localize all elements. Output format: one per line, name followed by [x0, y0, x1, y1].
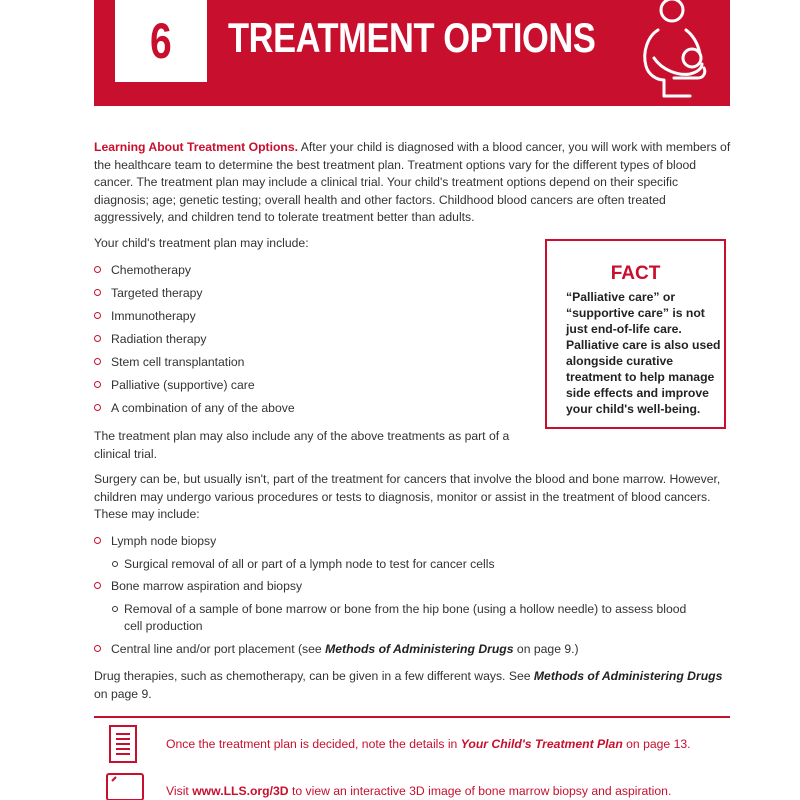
- treatment-list: [94, 262, 514, 423]
- circle-bullet-icon: [94, 537, 101, 544]
- treatment-plan-note: Once the treatment plan is decided, note the details in Your Child's Treatment Plan on page 13.: [166, 737, 691, 751]
- surgery-paragraph: Surgery can be, but usually isn't, part of the treatment for cancers that involve the blood and bone marrow. However, children may undergo various procedures or tests to diagnosis, monitor or assist in the treatment of blood cancers. These may include:: [94, 472, 721, 521]
- list-item: Lymph node biopsy: [94, 533, 734, 551]
- lls-3d-link[interactable]: www.LLS.org/3D: [192, 784, 289, 798]
- section-divider: [94, 716, 730, 718]
- parent-holding-child-icon: [634, 0, 716, 98]
- list-item: Palliative (supportive) care: [94, 377, 514, 400]
- sub-list-item: Removal of a sample of bone marrow or bone from the hip bone (using a hollow needle) to assess blood cell production: [112, 601, 694, 636]
- chapter-banner: [94, 0, 730, 106]
- chapter-number: 6: [150, 13, 172, 69]
- list-item: A combination of any of the above: [94, 400, 514, 423]
- list-item: Targeted therapy: [94, 285, 514, 308]
- methods-reference: Methods of Administering Drugs: [325, 641, 514, 656]
- fact-body: “Palliative care” or “supportive care” is not just end-of-life care. Palliative care is also used alongside curative treatment to help manage side effects and improve your child's well-being.: [566, 290, 721, 416]
- circle-bullet-icon: [94, 358, 101, 365]
- list-item: Chemotherapy: [94, 262, 514, 285]
- plan-intro: Your child's treatment plan may include:: [94, 236, 309, 250]
- sub-list-item: Surgical removal of all or part of a lymph node to test for cancer cells: [112, 556, 734, 574]
- circle-bullet-icon: [94, 266, 101, 273]
- circle-bullet-icon: [94, 381, 101, 388]
- list-item: Bone marrow aspiration and biopsy: [94, 578, 734, 596]
- chapter-number-box: [115, 0, 207, 82]
- small-circle-bullet-icon: [112, 561, 118, 567]
- circle-bullet-icon: [94, 312, 101, 319]
- list-item: Central line and/or port placement (see Methods of Administering Drugs on page 9.): [94, 641, 734, 659]
- list-item: Stem cell transplantation: [94, 354, 514, 377]
- circle-bullet-icon: [94, 289, 101, 296]
- clinical-trial-paragraph: The treatment plan may also include any of the above treatments as part of a clinical trial.: [94, 429, 510, 461]
- document-lines-icon: [108, 724, 138, 764]
- circle-bullet-icon: [94, 404, 101, 411]
- intro-body: After your child is diagnosed with a blood cancer, you will work with members of the healthcare team to determine the best treatment plan. Treatment options vary for the different types of blood cancer. The treatment plan may include a clinical trial. Your child's treatment options depend on their specific diagnosis; age; genetic testing; overall health and other factors. Childhood blood cancers are often treated aggressively, and children tend to tolerate treatment better than adults.: [94, 140, 731, 224]
- circle-bullet-icon: [94, 582, 101, 589]
- intro-lead: Learning About Treatment Options.: [94, 140, 299, 154]
- page-title: TREATMENT OPTIONS: [228, 14, 596, 61]
- list-item: Radiation therapy: [94, 331, 514, 354]
- treatment-plan-link[interactable]: Your Child's Treatment Plan: [460, 737, 623, 751]
- list-item: Immunotherapy: [94, 308, 514, 331]
- intro-paragraph: [94, 139, 734, 227]
- screen-icon: [105, 772, 145, 800]
- fact-box: [545, 239, 726, 429]
- drug-paragraph: Drug therapies, such as chemotherapy, can be given in a few different ways. See Methods of Administering Drugs on page 9.: [94, 669, 723, 701]
- methods-reference: Methods of Administering Drugs: [533, 669, 723, 683]
- circle-bullet-icon: [94, 335, 101, 342]
- procedures-list: [94, 533, 734, 658]
- circle-bullet-icon: [94, 645, 101, 652]
- fact-title: FACT: [610, 263, 661, 284]
- lls-3d-note: Visit www.LLS.org/3D to view an interactive 3D image of bone marrow biopsy and aspiration.: [166, 784, 672, 798]
- small-circle-bullet-icon: [112, 606, 118, 612]
